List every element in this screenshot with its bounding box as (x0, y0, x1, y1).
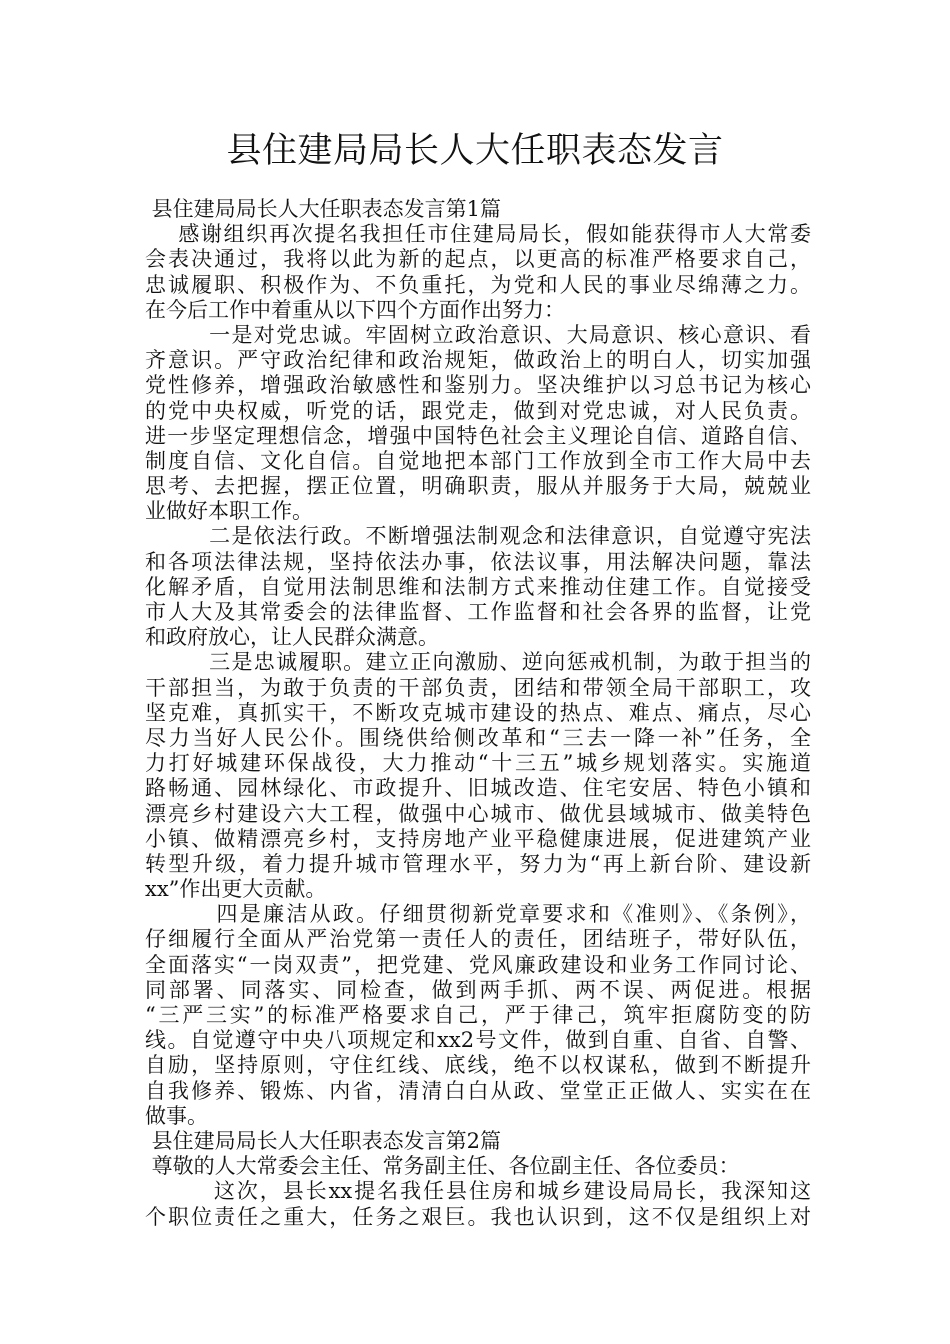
text-line: 做事。 (145, 1103, 208, 1128)
text-line: 二是依法行政。不断增强法制观念和法律意识，自觉遵守宪法 (145, 524, 811, 549)
text-line: 进一步坚定理想信念，增强中国特色社会主义理论自信、道路自信、 (145, 423, 811, 448)
section-heading: 县住建局局长人大任职表态发言第2篇 (145, 1128, 502, 1153)
text-line: 一是对党忠诚。牢固树立政治意识、大局意识、核心意识、看 (145, 322, 811, 347)
text-line: 个职位责任之重大，任务之艰巨。我也认识到，这不仅是组织上对 (145, 1204, 811, 1229)
text-line: 线。自觉遵守中央八项规定和xx2号文件，做到自重、自省、自警、 (145, 1028, 811, 1053)
text-line: 党性修养，增强政治敏感性和鉴别力。坚决维护以习总书记为核心 (145, 373, 811, 398)
text-line: 转型升级，着力提升城市管理水平，努力为“再上新台阶、建设新 (145, 851, 811, 876)
text-line: 同部署、同落实、同检查，做到两手抓、两不误、两促进。根据 (145, 977, 811, 1002)
text-line: 忠诚履职、积极作为、不负重托，为党和人民的事业尽绵薄之力。 (145, 272, 811, 297)
text-line: 在今后工作中着重从以下四个方面作出努力： (145, 297, 565, 322)
text-line: 坚克难，真抓实干，不断攻克城市建设的热点、难点、痛点，尽心 (145, 700, 811, 725)
text-line: 三是忠诚履职。建立正向激励、逆向惩戒机制，为敢于担当的 (145, 650, 811, 675)
text-line: 路畅通、园林绿化、市政提升、旧城改造、住宅安居、特色小镇和 (145, 776, 811, 801)
text-line: 和政府放心，让人民群众满意。 (145, 625, 439, 650)
text-line: 和各项法律法规，坚持依法办事，依法议事，用法解决问题，靠法 (145, 549, 811, 574)
text-line: 仔细履行全面从严治党第一责任人的责任，团结班子，带好队伍， (145, 927, 811, 952)
text-line: 制度自信、文化自信。自觉地把本部门工作放到全市工作大局中去 (145, 448, 811, 473)
text-line: 力打好城建环保战役，大力推动“十三五”城乡规划落实。实施道 (145, 751, 811, 776)
text-line: “三严三实”的标准严格要求自己，严于律己，筑牢拒腐防变的防 (145, 1003, 811, 1027)
text-line: 小镇、做精漂亮乡村，支持房地产业平稳健康进展，促进建筑产业 (145, 826, 811, 851)
document-body (145, 197, 811, 1230)
text-line: 全面落实“一岗双责”，把党建、党风廉政建设和业务工作同讨论、 (145, 952, 811, 977)
text-line: 自我修养、锻炼、内省，清清白白从政、堂堂正正做人、实实在在 (145, 1078, 811, 1103)
section-heading: 县住建局局长人大任职表态发言第1篇 (145, 197, 502, 221)
section-heading: 尊敬的人大常委会主任、常务副主任、各位副主任、各位委员： (145, 1154, 740, 1179)
text-line: 市人大及其常委会的法律监督、工作监督和社会各界的监督，让党 (145, 600, 811, 624)
text-line: 漂亮乡村建设六大工程，做强中心城市、做优县域城市、做美特色 (145, 801, 811, 826)
text-line: 会表决通过，我将以此为新的起点，以更高的标准严格要求自己， (145, 247, 811, 272)
text-line: 化解矛盾，自觉用法制思维和法制方式来推动住建工作。自觉接受 (145, 574, 811, 599)
text-line: 业做好本职工作。 (145, 499, 313, 524)
text-line: 尽力当好人民公仆。围绕供给侧改革和“三去一降一补”任务，全 (145, 725, 811, 750)
text-line: 的党中央权威，听党的话，跟党走，做到对党忠诚，对人民负责。 (145, 398, 811, 423)
document-title: 县住建局局长人大任职表态发言 (226, 131, 724, 171)
text-line: xx”作出更大贡献。 (145, 877, 327, 902)
text-line: 感谢组织再次提名我担任市住建局局长，假如能获得市人大常委 (145, 222, 811, 247)
text-line: 四是廉洁从政。仔细贯彻新党章要求和《准则》、《条例》， (145, 902, 811, 927)
text-line: 自励，坚持原则，守住红线、底线，绝不以权谋私，做到不断提升 (145, 1053, 811, 1078)
text-line: 思考、去把握，摆正位置，明确职责，服从并服务于大局，兢兢业 (145, 474, 811, 499)
text-line: 这次，县长xx提名我任县住房和城乡建设局局长，我深知这 (145, 1179, 811, 1204)
text-line: 齐意识。严守政治纪律和政治规矩，做政治上的明白人，切实加强 (145, 348, 811, 373)
text-line: 干部担当，为敢于负责的干部负责，团结和带领全局干部职工，攻 (145, 675, 811, 700)
